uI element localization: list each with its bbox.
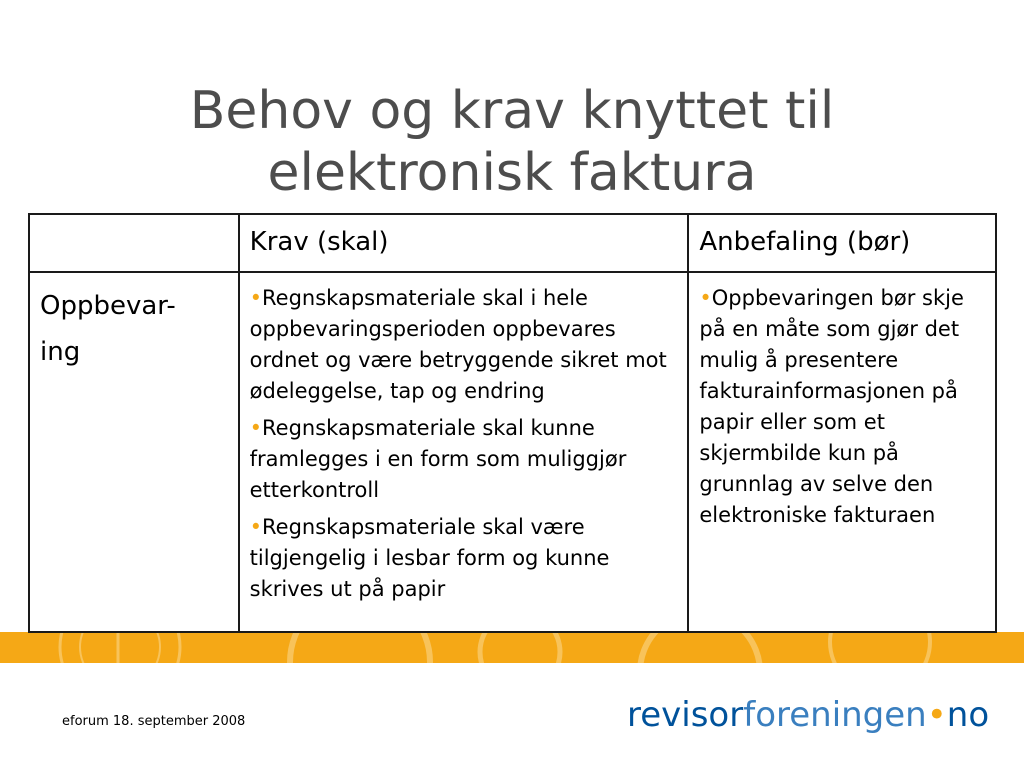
bullet-icon: • (249, 286, 263, 310)
krav-cell (239, 272, 689, 632)
row-label-oppbevaring (29, 272, 239, 632)
header-anbefaling: Anbefaling (bør) (688, 214, 996, 272)
revisorforeningen-logo (627, 695, 989, 735)
krav-bullet-text: Regnskapsmateriale skal kunne framlegges i en form som muliggjør etterkontroll (249, 416, 627, 502)
requirements-table (28, 213, 997, 633)
table-header-row (29, 214, 996, 272)
title-line-2: elektronisk faktura (267, 143, 757, 203)
decorative-band (0, 632, 1024, 663)
title-line-1: Behov og krav knyttet til (189, 81, 835, 141)
table-row (29, 272, 996, 632)
logo-part-revisor: revisor (627, 695, 744, 735)
krav-bullet-item (250, 512, 680, 605)
footer-event-text: eforum 18. september 2008 (62, 714, 246, 729)
krav-bullet-item (250, 283, 680, 407)
logo-dot: • (926, 695, 947, 735)
bullet-icon: • (249, 416, 263, 440)
slide-title (0, 80, 1024, 204)
band-pattern (0, 632, 1024, 663)
krav-bullet-text: Regnskapsmateriale skal i hele oppbevaringsperioden oppbevares ordnet og være betryggende sikret mot ødeleggelse, tap og endring (249, 286, 667, 403)
header-empty-cell (29, 214, 239, 272)
anbefaling-cell (688, 272, 996, 632)
header-krav: Krav (skal) (239, 214, 689, 272)
anbefaling-bullet-item (699, 283, 987, 531)
logo-part-foreningen: foreningen (743, 695, 927, 735)
bullet-icon: • (249, 515, 263, 539)
row-label-line-2: ing (40, 337, 81, 367)
krav-bullet-item (250, 413, 680, 506)
bullet-icon: • (699, 286, 712, 310)
krav-bullet-text: Regnskapsmateriale skal være tilgjengelig i lesbar form og kunne skrives ut på papir (249, 515, 610, 601)
anbefaling-bullet-text: Oppbevaringen bør skje på en måte som gjør det mulig å presentere fakturainformasjonen på papir eller som et skjermbilde kun på grunnlag av selve den elektroniske fakturaen (699, 286, 964, 527)
row-label-line-1: Oppbevar- (40, 291, 176, 321)
logo-part-no: no (946, 695, 990, 735)
